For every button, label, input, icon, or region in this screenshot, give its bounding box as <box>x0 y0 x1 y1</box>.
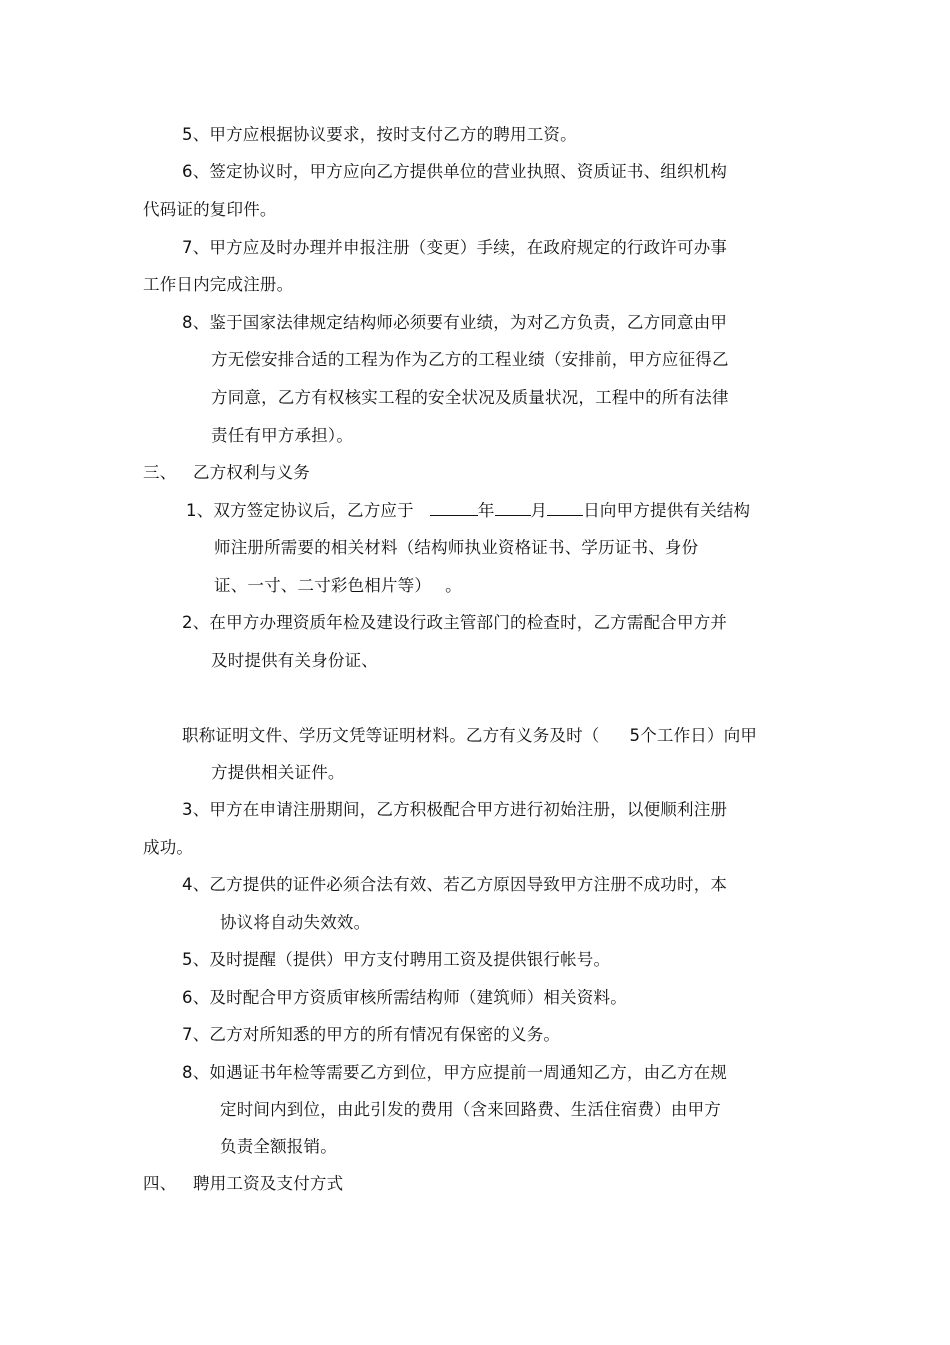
clause-b2-line3 <box>182 725 757 747</box>
clause-a7-line1: 7、甲方应及时办理并申报注册（变更）手续，在政府规定的行政许可办事 <box>182 238 728 257</box>
clause-a8-line4: 责任有甲方承担）。 <box>211 426 354 445</box>
section-4-number: 四、 <box>143 1174 177 1193</box>
clause-b1-line1 <box>186 499 750 522</box>
clause-a6-line2: 代码证的复印件。 <box>143 200 277 219</box>
clause-b4-line1: 4、乙方提供的证件必须合法有效、若乙方原因导致甲方注册不成功时，本 <box>182 875 728 894</box>
clause-b3-line2: 成功。 <box>143 838 194 857</box>
clause-b2-line3-b: 5个工作日）向甲 <box>629 726 758 745</box>
year-blank <box>430 499 478 516</box>
day-blank <box>547 499 583 516</box>
clause-b1-line3 <box>214 575 462 597</box>
section-3-heading: 乙方权利与义务 <box>193 463 310 482</box>
clause-b8-line1: 8、如遇证书年检等需要乙方到位，甲方应提前一周通知乙方，由乙方在规 <box>182 1063 728 1082</box>
clause-b1-prefix: 1、双方签定协议后，乙方应于 <box>186 501 414 520</box>
month-label: 月 <box>530 501 548 520</box>
clause-a6-line1: 6、签定协议时，甲方应向乙方提供单位的营业执照、资质证书、组织机构 <box>182 162 728 181</box>
clause-b8-line2: 定时间内到位，由此引发的费用（含来回路费、生活住宿费）由甲方 <box>220 1100 721 1119</box>
clause-b7: 7、乙方对所知悉的甲方的所有情况有保密的义务。 <box>182 1025 561 1044</box>
clause-b1-line3-end: 。 <box>445 576 462 595</box>
clause-b5: 5、及时提醒（提供）甲方支付聘用工资及提供银行帐号。 <box>182 950 611 969</box>
clause-b8-line3: 负责全额报销。 <box>220 1137 337 1156</box>
clause-b6: 6、及时配合甲方资质审核所需结构师（建筑师）相关资料。 <box>182 988 627 1007</box>
clause-b2-line4: 方提供相关证件。 <box>211 763 345 782</box>
clause-b1-suffix: 日向甲方提供有关结构 <box>583 501 751 520</box>
clause-a8-line3: 方同意，乙方有权核实工程的安全状况及质量状况，工程中的所有法律 <box>211 388 729 407</box>
year-label: 年 <box>477 501 495 520</box>
clause-a7-line2: 工作日内完成注册。 <box>143 275 294 294</box>
clause-b1-line2: 师注册所需要的相关材料（结构师执业资格证书、学历证书、身份 <box>214 538 699 557</box>
clause-b4-line2: 协议将自动失效效。 <box>220 913 371 932</box>
clause-a5-line1: 5、甲方应根据协议要求，按时支付乙方的聘用工资。 <box>182 125 577 144</box>
month-blank <box>495 499 531 516</box>
clause-b2-line1: 2、在甲方办理资质年检及建设行政主管部门的检查时，乙方需配合甲方并 <box>182 613 728 632</box>
clause-b2-line2: 及时提供有关身份证、 <box>211 651 378 670</box>
clause-b1-line3-text: 证、一寸、二寸彩色相片等） <box>214 576 432 595</box>
clause-b3-line1: 3、甲方在申请注册期间，乙方积极配合甲方进行初始注册，以便顺利注册 <box>182 800 728 819</box>
section-4-heading: 聘用工资及支付方式 <box>193 1174 344 1193</box>
clause-a8-line2: 方无偿安排合适的工程为作为乙方的工程业绩（安排前，甲方应征得乙 <box>211 350 729 369</box>
clause-b2-line3-a: 职称证明文件、学历文凭等证明材料。乙方有义务及时（ <box>182 726 600 745</box>
section-3-number: 三、 <box>143 463 177 482</box>
clause-a8-line1: 8、鉴于国家法律规定结构师必须要有业绩，为对乙方负责，乙方同意由甲 <box>182 313 728 332</box>
